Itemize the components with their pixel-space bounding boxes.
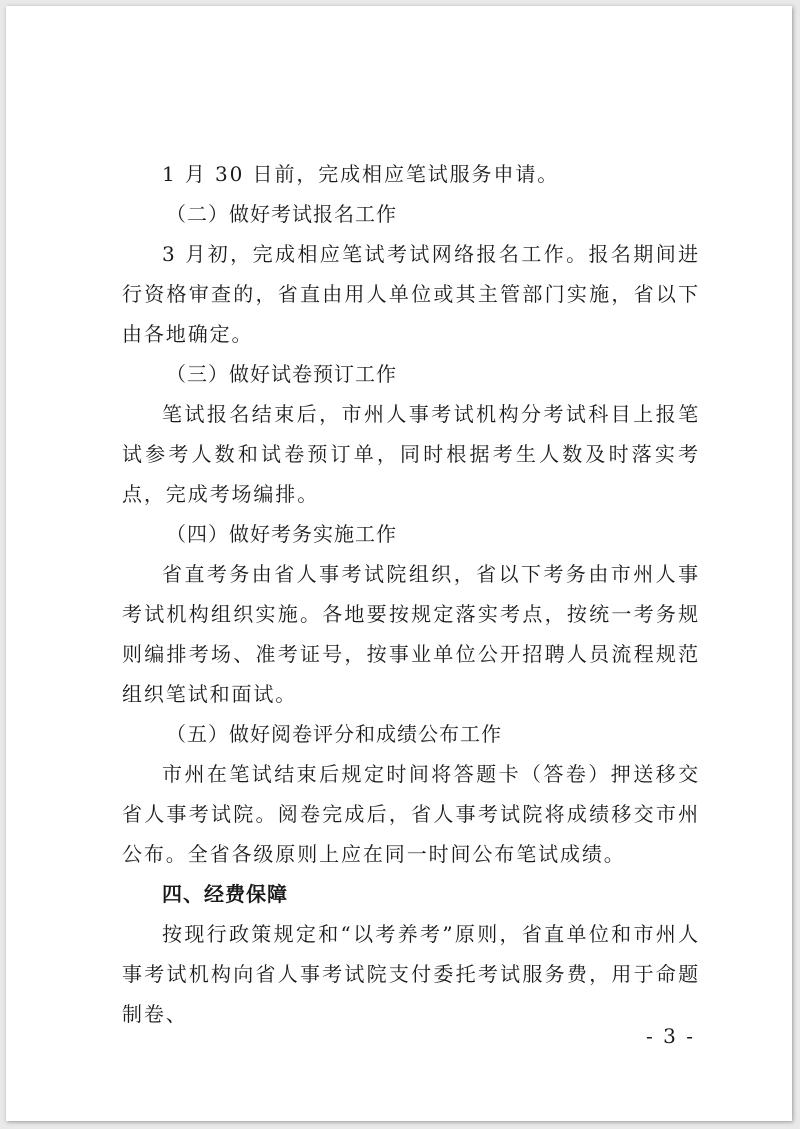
paragraph-exam-affairs: 省直考务由省人事考试院组织，省以下考务由市州人事考试机构组织实施。各地要按规定落实考点，按统一考务规则编排考场、准考证号，按事业单位公开招聘人员流程规范组织笔试和面试。 [122,562,700,706]
section-heading-funding: 四、经费保障 [162,882,288,906]
page-number: - 3 - [646,1024,695,1048]
paragraph-grading-results: 市州在笔试结束后规定时间将答题卡（答卷）押送移交省人事考试院。阅卷完成后，省人事考试院将成绩移交市州公布。全省各级原则上应在同一时间公布笔试成绩。 [122,762,700,866]
subheading-registration: （二）做好考试报名工作 [166,202,397,226]
subheading-paper-order: （三）做好试卷预订工作 [166,362,397,386]
document-body [122,154,700,1034]
paragraph-registration: 3 月初，完成相应笔试考试网络报名工作。报名期间进行资格审查的，省直由用人单位或其主管部门实施，省以下由各地确定。 [122,242,700,346]
paragraph-funding: 按现行政策规定和“以考养考”原则，省直单位和市州人事考试机构向省人事考试院支付委托考试服务费，用于命题制卷、 [122,922,700,1026]
paragraph-application-deadline: 1 月 30 日前，完成相应笔试服务申请。 [162,162,560,186]
subheading-exam-affairs: （四）做好考务实施工作 [166,522,397,546]
subheading-grading-results: （五）做好阅卷评分和成绩公布工作 [166,722,502,746]
document-page [6,6,792,1121]
paragraph-paper-order: 笔试报名结束后，市州人事考试机构分考试科目上报笔试参考人数和试卷预订单，同时根据考生人数及时落实考点，完成考场编排。 [122,402,700,506]
